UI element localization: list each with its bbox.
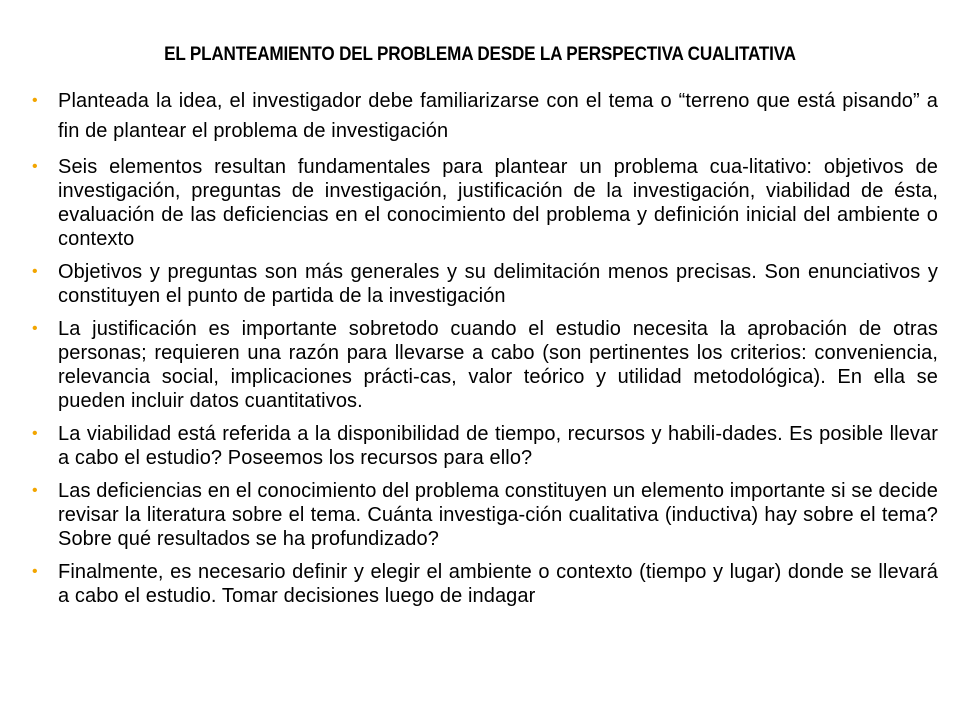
bullet-text: Objetivos y preguntas son más generales y su delimitación menos precisas. Son enunciativos y constituyen el punto de partida de la investigación — [58, 261, 938, 307]
bullet-dot-icon: • — [32, 425, 38, 442]
bullet-item-6 — [32, 479, 938, 551]
bullet-item-7 — [32, 560, 938, 608]
bullet-text: La justificación es importante sobretodo cuando el estudio necesita la aprobación de otras personas; requieren una razón para llevarse a cabo (son pertinentes los criterios: conveniencia, relevancia social, implicaciones prácti-cas, valor teórico y utilidad metodológica). En ella se pueden incluir datos cuantitativos. — [58, 318, 938, 412]
bullet-text: Finalmente, es necesario definir y elegir el ambiente o contexto (tiempo y lugar) donde se llevará a cabo el estudio. Tomar decisiones luego de indagar — [58, 561, 938, 607]
bullet-item-2 — [32, 155, 938, 251]
bullet-dot-icon: • — [32, 563, 38, 580]
bullet-item-3 — [32, 260, 938, 308]
bullet-dot-icon: • — [32, 158, 38, 175]
bullet-text: La viabilidad está referida a la disponibilidad de tiempo, recursos y habili-dades. Es posible llevar a cabo el estudio? Poseemos los recursos para ello? — [58, 423, 938, 469]
bullet-item-5 — [32, 422, 938, 470]
slide-title: EL PLANTEAMIENTO DEL PROBLEMA DESDE LA PERSPECTIVA CUALITATIVA — [164, 44, 796, 65]
bullet-item-4 — [32, 317, 938, 413]
bullet-dot-icon: • — [32, 263, 38, 280]
bullet-text: Planteada la idea, el investigador debe familiarizarse con el tema o “terreno que está pisando” a fin de plantear el problema de investigación — [58, 90, 938, 142]
bullet-item-1 — [32, 86, 938, 146]
bullet-text: Las deficiencias en el conocimiento del problema constituyen un elemento importante si se decide revisar la literatura sobre el tema. Cuánta investiga-ción cualitativa (inductiva) hay sobre el tema? Sobre qué resultados se ha profundizado? — [58, 480, 938, 550]
bullet-dot-icon: • — [32, 482, 38, 499]
bullet-dot-icon: • — [32, 92, 38, 109]
bullet-text: Seis elementos resultan fundamentales para plantear un problema cua-litativo: objetivos de investigación, preguntas de investigación, justificación de la investigación, viabilidad de ésta, evaluación de las deficiencias en el conocimiento del problema y definición inicial del ambiente o contexto — [58, 156, 938, 250]
bullet-dot-icon: • — [32, 320, 38, 337]
bullet-list — [32, 86, 938, 617]
